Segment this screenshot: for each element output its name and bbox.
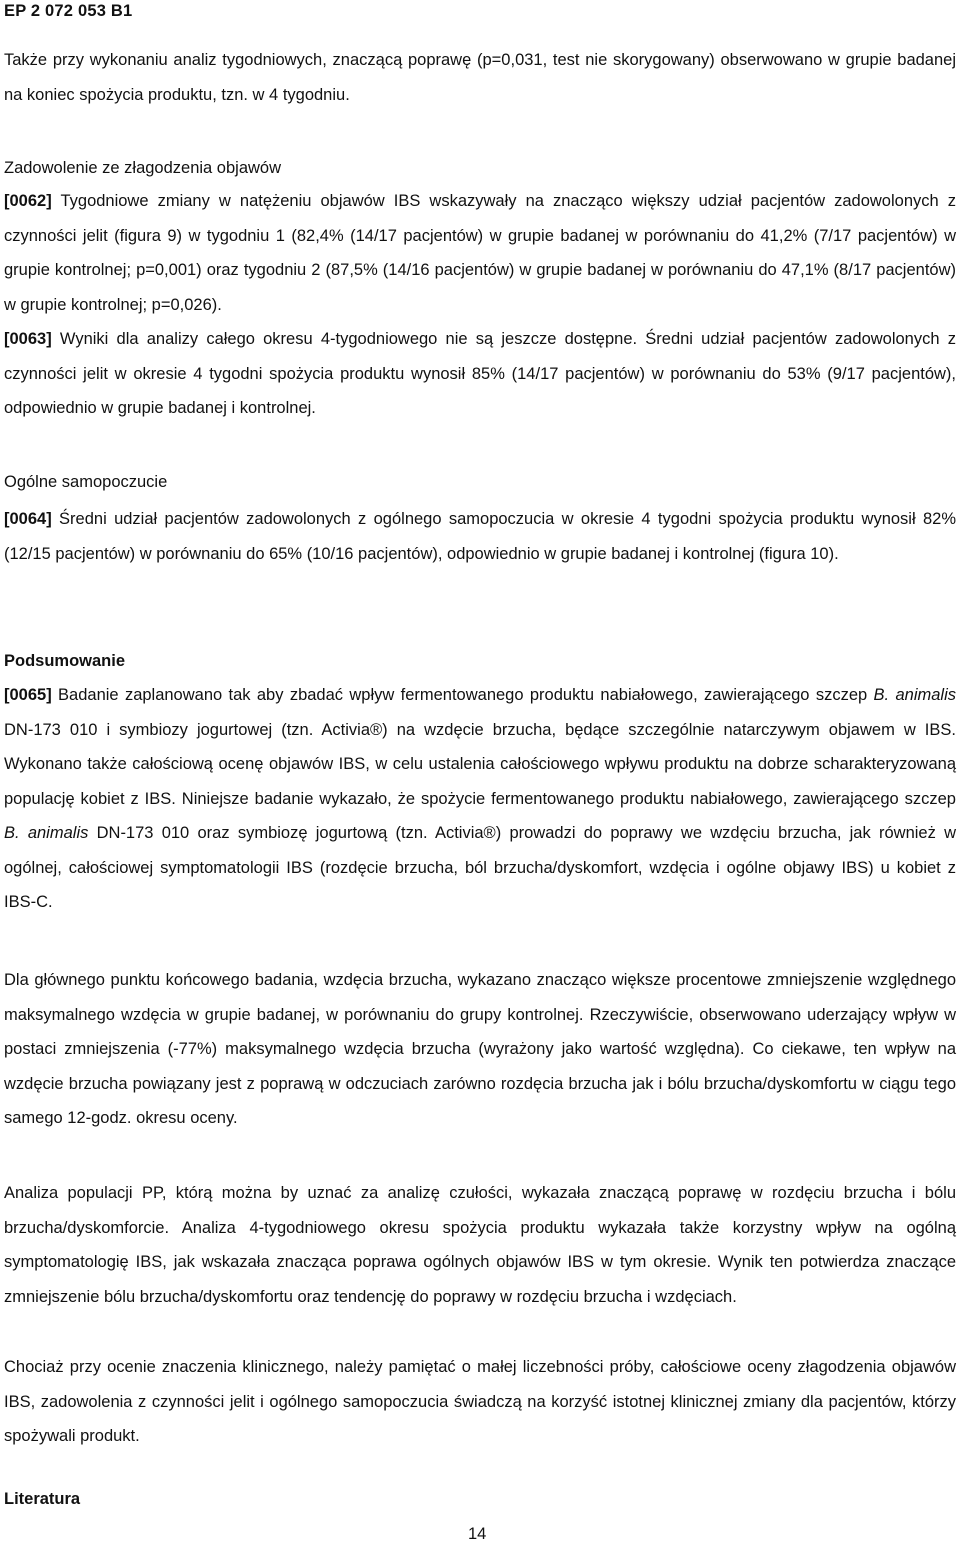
heading-wellbeing: Ogólne samopoczucie bbox=[4, 473, 168, 491]
intro-text: Także przy wykonaniu analiz tygodniowych, znaczącą poprawę (p=0,031, test nie skorygowany) obserwowano w grupie badanej na koniec spożycia produktu, tzn. w 4 tygodniu. bbox=[4, 51, 956, 104]
paragraph-text-0065-part-c: DN-173 010 i symbiozy jogurtowej (tzn. Activia®) na wzdęcie brzucha, będące szczególnie natarczywym objawem w IBS. Wykonano także całościową ocenę objawów IBS, w celu ustalenia całościowego wpływu produktu na dobrze scharakteryzowaną populację kobiet z IBS. Niniejsze badanie wykazało, że spożycie fermentowanego produktu nabiałowego, zawierającego szczep bbox=[4, 720, 956, 808]
paragraph-0064 bbox=[4, 502, 956, 571]
paragraph-text-0065-part-e: DN-173 010 oraz symbiozę jogurtową (tzn. Activia®) prowadzi do poprawy we wzdęciu brzucha, jak również w ogólnej, całościowej symptomatologii IBS (rozdęcie brzucha, ból brzucha/dyskomfort, wzdęcia i ogólne objawy IBS) u kobiet z IBS-C. bbox=[4, 824, 956, 911]
heading-satisfaction: Zadowolenie ze złagodzenia objawów bbox=[4, 159, 282, 177]
summary-paragraph-3 bbox=[4, 1176, 956, 1314]
heading-summary: Podsumowanie bbox=[4, 652, 126, 670]
page-number: 14 bbox=[468, 1525, 487, 1543]
summary-paragraph-4 bbox=[4, 1350, 956, 1454]
document-page bbox=[4, 0, 956, 1545]
intro-paragraph bbox=[4, 43, 956, 112]
summary-paragraph-4-text: Chociaż przy ocenie znaczenia klinicznego, należy pamiętać o małej liczebności próby, całościowe oceny złagodzenia objawów IBS, zadowolenia z czynności jelit i ogólnego samopoczucia świadczą na korzyść istotnej klinicznej zmiany dla pacjentów, którzy spożywali produkt. bbox=[4, 1358, 956, 1445]
paragraph-text-0062: Tygodniowe zmiany w natężeniu objawów IBS wskazywały na znacząco większy udział pacjentów zadowolonych z czynności jelit (figura 9) w tygodniu 1 (82,4% (14/17 pacjentów) w grupie badanej w porównaniu do 41,2% (7/17 pacjentów) w grupie kontrolnej; p=0,001) oraz tygodniu 2 (87,5% (14/16 pacjentów) w grupie badanej w porównaniu do 47,1% (8/17 pacjentów) w grupie kontrolnej; p=0,026). bbox=[4, 192, 956, 314]
paragraph-text-0064: Średni udział pacjentów zadowolonych z ogólnego samopoczucia w okresie 4 tygodni spożycia produktu wynosił 82% (12/15 pacjentów) w porównaniu do 65% (10/16 pacjentów), odpowiednio w grupie badanej i kontrolnej (figura 10). bbox=[4, 510, 956, 563]
paragraph-number-0064: [0064] bbox=[4, 510, 52, 528]
paragraph-0065 bbox=[4, 678, 956, 920]
species-name-italic: B. animalis bbox=[873, 686, 956, 704]
summary-paragraph-2-text: Dla głównego punktu końcowego badania, wzdęcia brzucha, wykazano znacząco większe procentowe zmniejszenie względnego maksymalnego wzdęcia w grupie badanej, w porównaniu do grupy kontrolnej. Rzeczywiście, obserwowano uderzający wpływ w postaci zmniejszenia (-77%) maksymalnego wzdęcia brzucha (wyrażony jako wartość względna). Co ciekawe, ten wpływ na wzdęcie brzucha powiązany jest z poprawą w odczuciach zarówno rozdęcia brzucha jak i bólu brzucha/dyskomfortu w ciągu tego samego 12-godz. okresu oceny. bbox=[4, 971, 956, 1127]
paragraph-number-0065: [0065] bbox=[4, 686, 52, 704]
paragraph-text-0063: Wyniki dla analizy całego okresu 4-tygodniowego nie są jeszcze dostępne. Średni udział pacjentów zadowolonych z czynności jelit w okresie 4 tygodni spożycia produktu wynosił 85% (14/17 pacjentów) w porównaniu do 53% (9/17 pacjentów), odpowiednio w grupie badanej i kontrolnej. bbox=[4, 330, 956, 417]
summary-paragraph-3-text: Analiza populacji PP, którą można by uznać za analizę czułości, wykazała znaczącą poprawę w rozdęciu brzucha i bólu brzucha/dyskomforcie. Analiza 4-tygodniowego okresu spożycia produktu wykazała także korzystny wpływ na ogólną symptomatologię IBS, jak wskazała znacząca poprawa ogólnych objawów IBS w tym okresie. Wynik ten potwierdza znaczące zmniejszenie bólu brzucha/dyskomfortu oraz tendencję do poprawy w rozdęciu brzucha i wzdęciach. bbox=[4, 1184, 956, 1306]
summary-paragraph-2 bbox=[4, 963, 956, 1136]
paragraph-0063 bbox=[4, 322, 956, 426]
paragraph-0062 bbox=[4, 184, 956, 322]
paragraph-text-0065-part-a: Badanie zaplanowano tak aby zbadać wpływ fermentowanego produktu nabiałowego, zawierającego szczep bbox=[58, 686, 868, 704]
paragraph-number-0062: [0062] bbox=[4, 192, 52, 210]
heading-literature: Literatura bbox=[4, 1490, 81, 1508]
patent-number-header: EP 2 072 053 B1 bbox=[4, 2, 133, 20]
paragraph-number-0063: [0063] bbox=[4, 330, 52, 348]
species-name-italic-2: B. animalis bbox=[4, 824, 89, 842]
